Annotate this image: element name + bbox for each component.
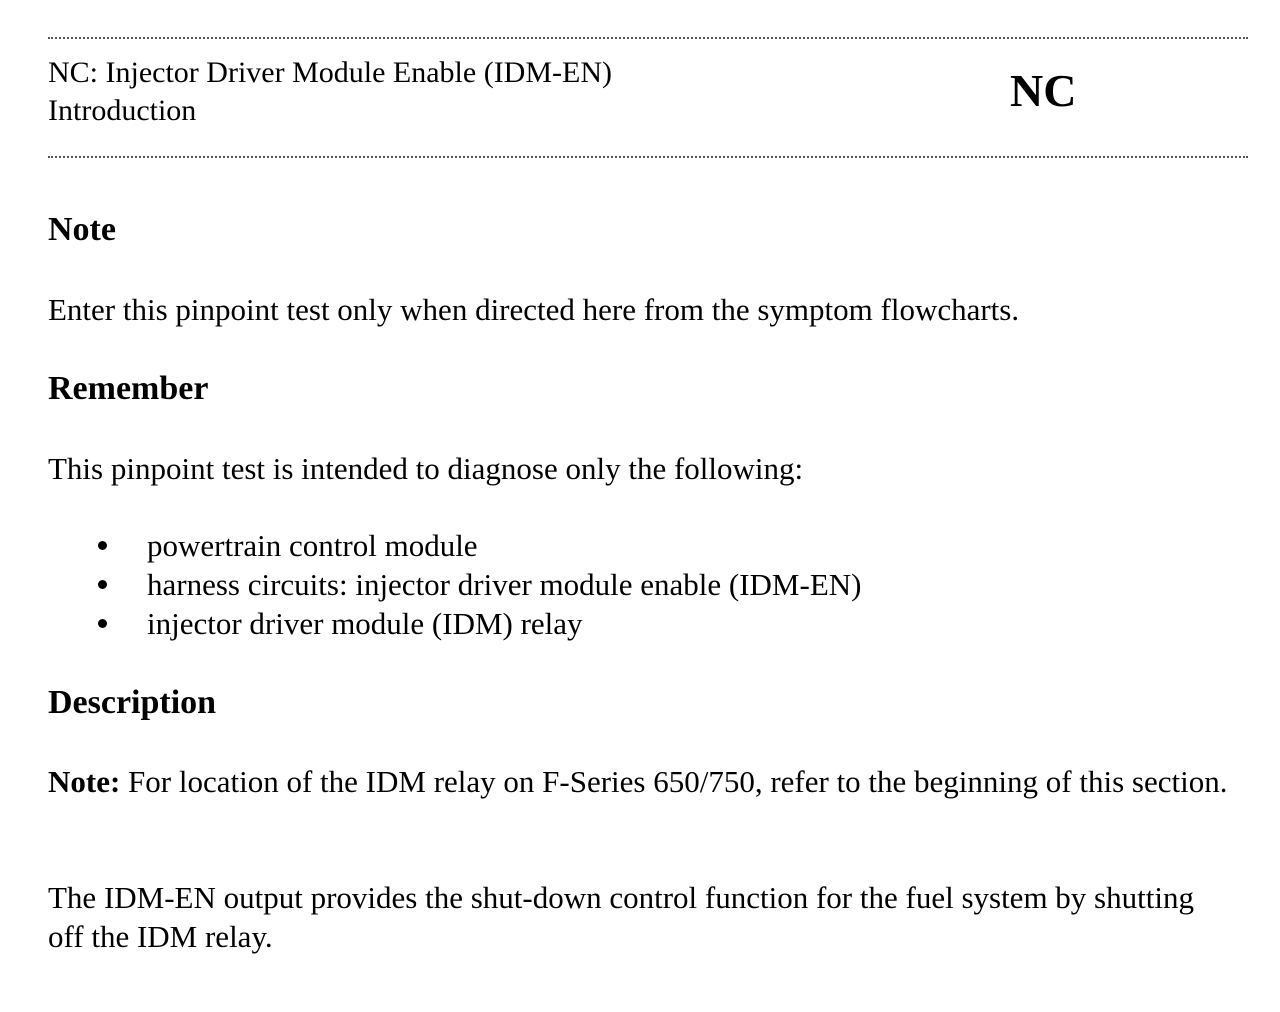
note-heading: Note (48, 211, 116, 248)
list-item-text: harness circuits: injector driver module enable (IDM-EN) (147, 567, 862, 602)
bullet-icon (98, 619, 107, 628)
description-note-text: For location of the IDM relay on F-Series 650/750, refer to the beginning of this section. (120, 764, 1228, 799)
description-note-label: Note: (48, 764, 121, 799)
header-title-line2: Introduction (48, 94, 197, 127)
bottom-dotted-rule (48, 156, 1248, 158)
section-code-badge: NC (1010, 65, 1077, 116)
description-note (48, 762, 1228, 801)
top-dotted-rule (48, 37, 1248, 39)
remember-heading: Remember (48, 370, 209, 407)
description-body: The IDM-EN output provides the shut-down control function for the fuel system by shutting off the IDM relay. (48, 880, 1194, 954)
note-text: Enter this pinpoint test only when directed here from the symptom flowcharts. (48, 292, 1020, 327)
bullet-icon (98, 580, 107, 589)
list-item-text: injector driver module (IDM) relay (147, 606, 583, 641)
remember-bullet-list (48, 526, 861, 643)
document-page (48, 0, 1248, 1012)
remember-text: This pinpoint test is intended to diagnose only the following: (48, 451, 804, 486)
header-title-line1: NC: Injector Driver Module Enable (IDM-EN) (48, 56, 612, 89)
list-item (48, 604, 861, 643)
list-item (48, 526, 861, 565)
header-title (48, 54, 612, 130)
bullet-icon (98, 541, 107, 550)
list-item (48, 565, 861, 604)
list-item-text: powertrain control module (147, 528, 478, 563)
description-heading: Description (48, 684, 217, 721)
